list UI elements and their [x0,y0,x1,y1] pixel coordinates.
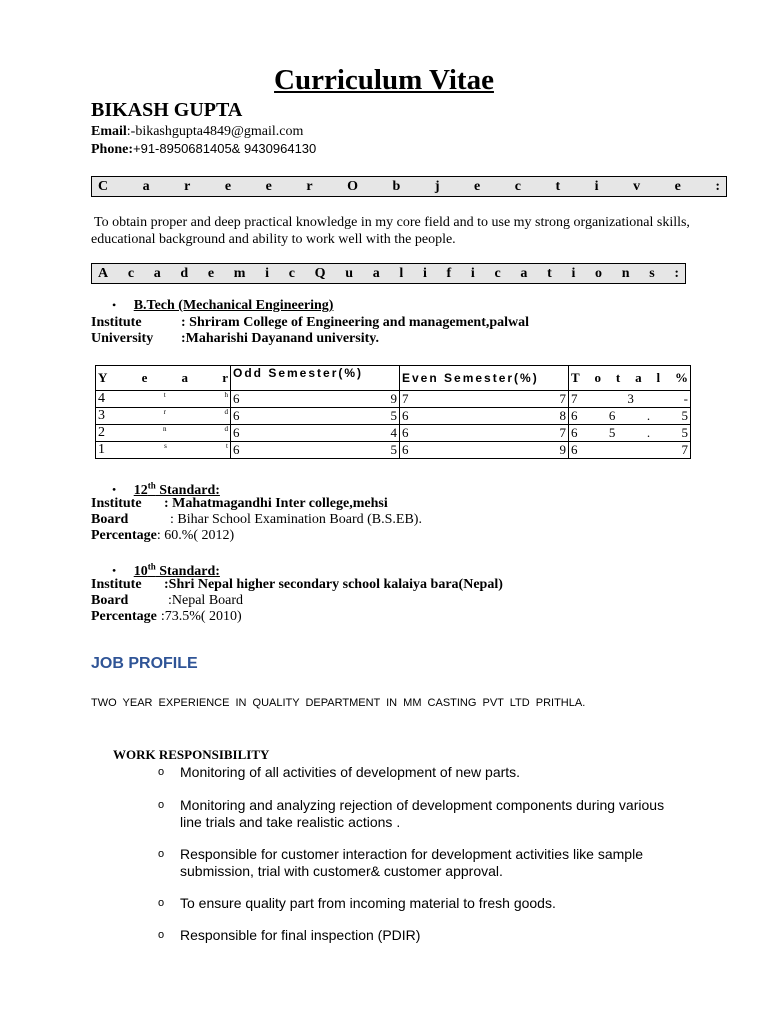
career-objective-paragraph: To obtain proper and deep practical knowledge in my core field and to use my strong organizational skills, educational background and ability to work well with the people. [91,215,690,247]
std10-percentage-row [91,609,242,625]
percentage-label: Percentage [91,609,157,624]
table-row [96,408,691,425]
header-odd-semester: Odd Semester(%) [231,366,400,391]
responsibility-text: Responsible for final inspection (PDIR) [180,927,421,943]
email-label: Email [91,124,127,139]
responsibility-text: To ensure quality part from incoming material to fresh goods. [180,895,556,911]
total-cell: 6 5 . 5 [569,425,691,442]
btech-university-row [91,331,379,347]
responsibility-item [158,764,678,781]
std10-title-text: Standard: [155,563,220,579]
std12-board-row [91,512,422,528]
btech-institute-row [91,315,529,331]
total-cell: 6 7 [569,442,691,459]
email-line [91,124,303,140]
university-label: University [91,331,154,346]
std10-title-sup: th [147,561,156,571]
percentage-value: : 60.%( 2012) [156,528,235,543]
board-label: Board [91,512,129,527]
responsibility-item [158,846,678,880]
bullet: o [158,848,165,860]
std10-institute-row [91,577,503,593]
institute-value: : Mahatmagandhi Inter college,mehsi [164,496,388,511]
career-objective-text: C a r e e r O b j e c t i v e : [98,179,720,194]
board-label: Board [91,593,129,608]
responsibility-text: Monitoring and analyzing rejection of development components during various line trials and take realistic actions . [180,797,665,830]
institute-label: Institute [91,315,142,330]
responsibility-item [158,895,678,912]
responsibility-item [158,797,678,831]
header-year-text: Y e a r [98,370,228,385]
year-cell: 2 n d [96,425,231,442]
total-cell: 7 3 - [569,391,691,408]
odd-semester-cell: 6 5 [231,442,400,459]
header-total-text: T o t a l % [571,370,688,385]
bullet: o [158,766,165,778]
table-row [96,425,691,442]
page-title: Curriculum Vitae [274,64,494,96]
bullet: • [112,563,117,578]
total-cell: 6 6 . 5 [569,408,691,425]
even-semester-cell: 6 7 [400,425,569,442]
institute-value: :Shri Nepal higher secondary school kalaiya bara(Nepal) [164,577,503,592]
work-responsibility-heading: WORK RESPONSIBILITY [113,747,270,762]
candidate-name: BIKASH GUPTA [91,99,243,121]
responsibility-text: Monitoring of all activities of development of new parts. [180,764,521,780]
institute-value: : Shriram College of Engineering and management,palwal [181,315,530,330]
phone-label: Phone: [91,142,133,157]
header-even-semester: Even Semester(%) [400,366,569,391]
table-row [96,442,691,459]
percentage-value: :73.5%( 2010) [160,609,242,624]
bullet: • [112,482,117,497]
std12-title-number: 12 [133,482,148,498]
email-value: :-bikashgupta4849@gmail.com [126,124,304,139]
bullet: o [158,897,165,909]
bullet: o [158,929,165,941]
institute-label: Institute [91,577,142,592]
std12-title-text: Standard: [155,482,220,498]
even-semester-cell: 6 8 [400,408,569,425]
institute-label: Institute [91,496,142,511]
career-objective-heading [91,176,727,197]
responsibility-text: Responsible for customer interaction for development activities like sample submission, trial with customer& customer approval. [180,846,643,879]
board-value: : Bihar School Examination Board (B.S.EB). [170,512,422,527]
table-header-row [96,366,691,391]
std12-title-sup: th [147,480,156,490]
even-semester-cell: 7 7 [400,391,569,408]
phone-value: +91-8950681405& 9430964130 [133,141,317,156]
std12-percentage-row [91,528,234,544]
btech-title: B.Tech (Mechanical Engineering) [133,298,334,313]
odd-semester-cell: 6 5 [231,408,400,425]
responsibility-item [158,927,678,944]
academic-qualifications-heading [91,263,686,284]
year-cell: 4 t h [96,391,231,408]
percentage-label: Percentage [91,528,157,543]
odd-semester-cell: 6 9 [231,391,400,408]
year-cell: 1 s t [96,442,231,459]
academic-qualifications-text: A c a d e m i c Q u a l i f i c a t i o n s : [98,266,679,281]
btech-heading [112,298,333,314]
odd-semester-cell: 6 4 [231,425,400,442]
board-value: :Nepal Board [168,593,244,608]
semester-marks-table [95,365,691,459]
experience-line: TWO YEAR EXPERIENCE IN QUALITY DEPARTMENT IN MM CASTING PVT LTD PRITHLA. [91,697,586,709]
bullet: • [112,298,117,312]
year-cell: 3 r d [96,408,231,425]
job-profile-heading: JOB PROFILE [91,655,198,672]
table-row [96,391,691,408]
bullet: o [158,799,165,811]
phone-line [91,141,316,158]
header-total [569,366,691,391]
even-semester-cell: 6 9 [400,442,569,459]
std10-board-row [91,593,243,609]
header-year [96,366,231,391]
std12-institute-row [91,496,388,512]
university-value: :Maharishi Dayanand university. [181,331,379,346]
std10-title-number: 10 [133,563,148,579]
